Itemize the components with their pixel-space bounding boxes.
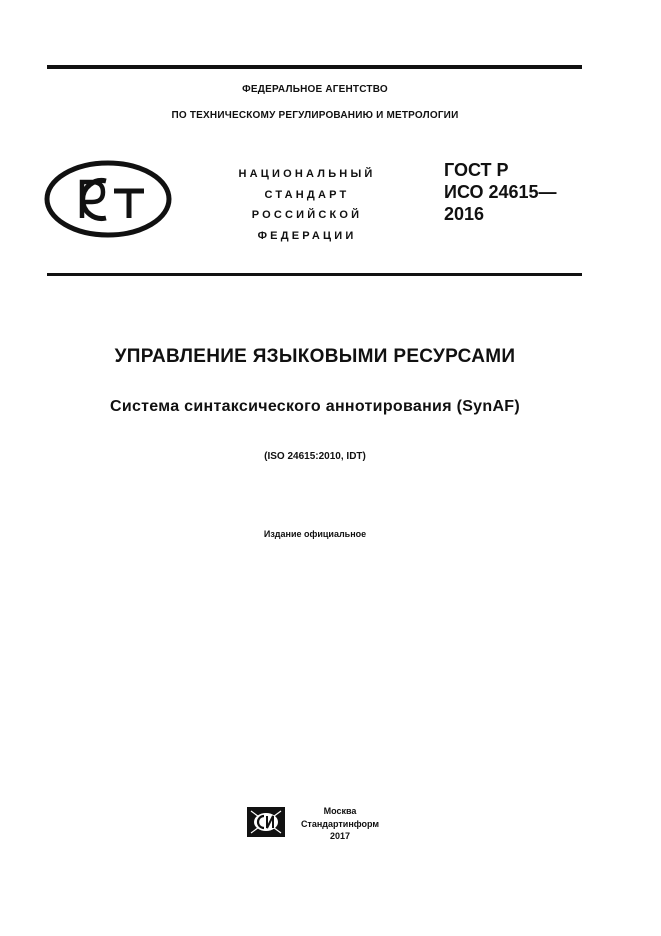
header-divider [47, 273, 582, 276]
standartinform-logo-icon [246, 806, 286, 838]
standard-type-line: СТАНДАРТ [264, 188, 350, 201]
standard-designation [444, 159, 594, 225]
standard-type-line: НАЦИОНАЛЬНЫЙ [238, 168, 376, 180]
standard-type-line: ФЕДЕРАЦИИ [257, 229, 357, 242]
rst-certification-logo-icon [44, 160, 172, 238]
publisher-block [294, 805, 386, 843]
publication-year: 2017 [329, 831, 351, 841]
document-title: УПРАВЛЕНИЕ ЯЗЫКОВЫМИ РЕСУРСАМИ [114, 346, 516, 367]
iso-reference: (ISO 24615:2010, IDT) [264, 451, 366, 462]
publisher-name: Стандартинформ [300, 818, 380, 829]
edition-note: Издание официальное [263, 529, 367, 539]
agency-name-line1: ФЕДЕРАЛЬНОЕ АГЕНТСТВО [242, 84, 388, 95]
publisher-city: Москва [323, 806, 357, 816]
designation-line: ИСО 24615— [444, 182, 557, 202]
designation-year: 2016 [444, 204, 485, 224]
document-subtitle: Система синтаксического аннотирования (SynAF) [109, 398, 520, 415]
national-standard-heading [212, 164, 402, 246]
standard-type-line: РОССИЙСКОЙ [251, 209, 363, 221]
designation-line: ГОСТ Р [444, 160, 509, 180]
top-rule [47, 65, 582, 69]
agency-name-line2: ПО ТЕХНИЧЕСКОМУ РЕГУЛИРОВАНИЮ И МЕТРОЛОГИИ [171, 110, 459, 121]
